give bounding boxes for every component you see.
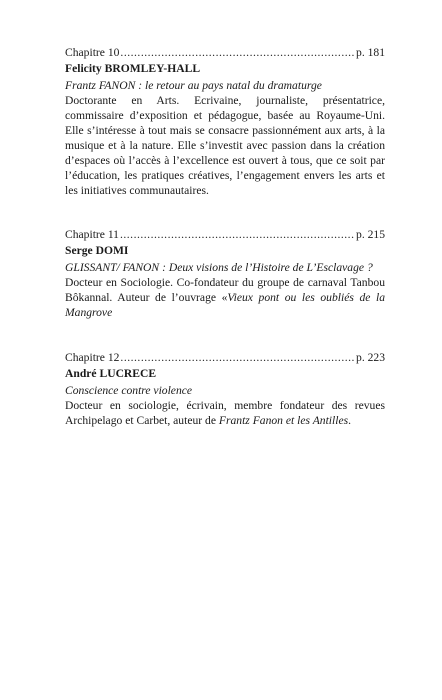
chapter-label: Chapitre 12 bbox=[65, 351, 120, 364]
chapter-entry-11 bbox=[65, 227, 385, 320]
toc-line bbox=[65, 227, 385, 242]
page-number: p. 223 bbox=[356, 351, 385, 364]
contributors-page bbox=[65, 45, 385, 428]
book-title: Frantz Fanon et les Antilles bbox=[218, 414, 349, 427]
bio-end: . bbox=[348, 414, 352, 427]
author-name: Serge DOMI bbox=[65, 244, 129, 257]
chapter-title: Conscience contre violence bbox=[65, 384, 193, 397]
chapter-label: Chapitre 11 bbox=[65, 228, 119, 241]
dot-leader bbox=[120, 350, 354, 365]
dot-leader bbox=[120, 227, 354, 242]
bio-text: Docteur en sociologie, écrivain, membre fondateur des revues Archipelago et Carbet, auteur de bbox=[65, 399, 385, 427]
author-bio bbox=[65, 398, 385, 428]
chapter-title: Frantz FANON : le retour au pays natal du dramaturge bbox=[65, 79, 322, 92]
author-name: Felicity BROMLEY-HALL bbox=[65, 62, 201, 75]
author-bio bbox=[65, 275, 385, 320]
chapter-entry-10 bbox=[65, 45, 385, 198]
page-number: p. 215 bbox=[356, 228, 385, 241]
page-number: p. 181 bbox=[356, 46, 385, 59]
toc-line bbox=[65, 45, 385, 60]
chapter-label: Chapitre 10 bbox=[65, 46, 120, 59]
chapter-entry-12 bbox=[65, 350, 385, 428]
chapter-title: GLISSANT/ FANON : Deux visions de l’Histoire de L’Esclavage ? bbox=[65, 261, 373, 274]
bio-text: Docteur en Sociologie. Co-fondateur du groupe de carnaval Tanbou Bôkannal. Auteur de l’ouvrage « bbox=[65, 276, 385, 304]
author-bio: Doctorante en Arts. Ecrivaine, journaliste, présentatrice, commissaire d’exposition et pédagogue, basée au Royaume-Uni. Elle s’intéresse à tout mais se consacre passionnément aux arts, à la musique et à la nature. Elle s’investit avec passion dans la création d’espaces où l’accès à l’excellence est ouvert à tous, que ce soit par l’éducation, les pratiques créatives, l’engagement envers les arts et les initiatives communautaires. bbox=[65, 94, 385, 197]
dot-leader bbox=[120, 45, 354, 60]
book-title: Vieux pont ou les oubliés de la Mangrove bbox=[65, 291, 385, 319]
author-name: André LUCRECE bbox=[65, 367, 157, 380]
toc-line bbox=[65, 350, 385, 365]
